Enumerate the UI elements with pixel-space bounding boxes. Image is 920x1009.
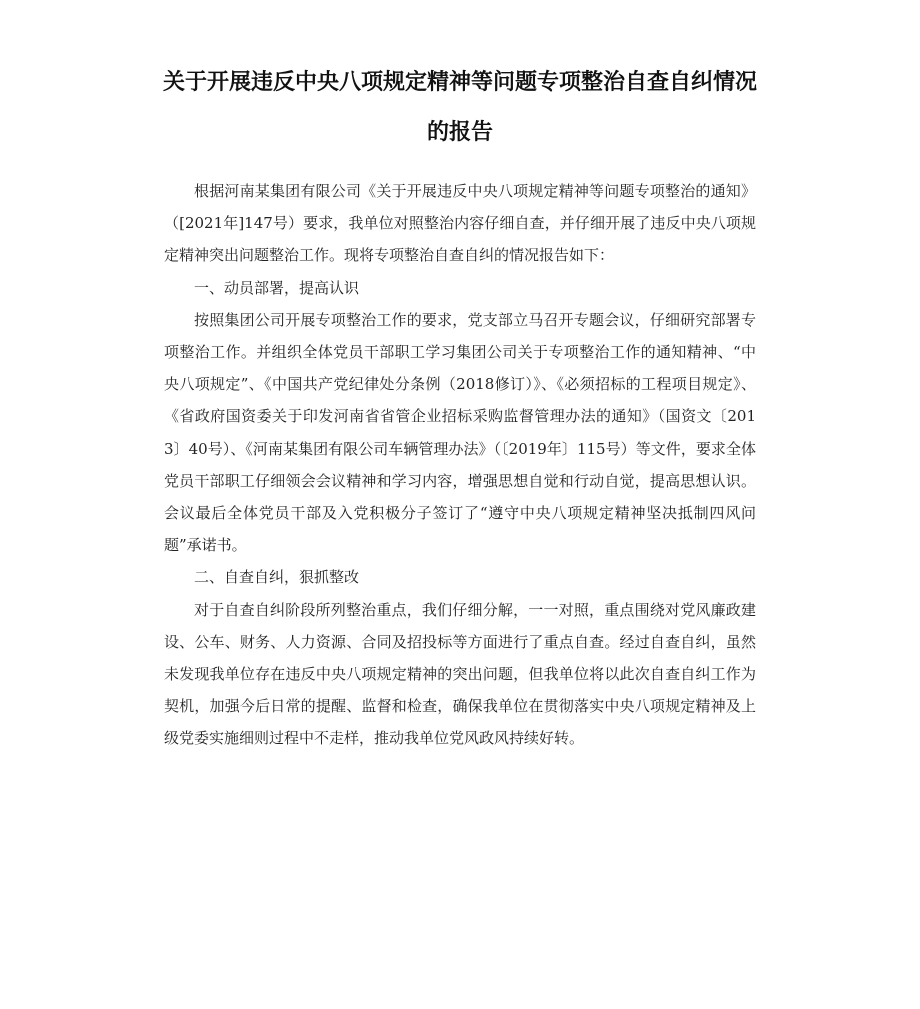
intro-paragraph: 根据河南某集团有限公司《关于开展违反中央八项规定精神等问题专项整治的通知》（[2021年]147号）要求，我单位对照整治内容仔细自查，并仔细开展了违反中央八项规定精神突出问题整治工作。现将专项整治自查自纠的情况报告如下：: [164, 182, 756, 265]
document-title: 关于开展违反中央八项规定精神等问题专项整治自查自纠情况的报告: [162, 70, 757, 145]
section-heading-2: 二、自查自纠，狠抓整改: [194, 568, 360, 587]
section-heading-1: 一、动员部署，提高认识: [194, 278, 360, 297]
section-1-paragraph: 按照集团公司开展专项整治工作的要求，党支部立马召开专题会议，仔细研究部署专项整治工作。并组织全体党员干部职工学习集团公司关于专项整治工作的通知精神、“中央八项规定”、《中国共产党纪律处分条例（2018修订）》、《必须招标的工程项目规定》、《省政府国资委关于印发河南省省管企业招标采购监督管理办法的通知》（国资文〔2013〕40号）、《河南某集团有限公司车辆管理办法》（〔2019年〕115号）等文件，要求全体党员干部职工仔细领会会议精神和学习内容，增强思想自觉和行动自觉，提高思想认识。会议最后全体党员干部及入党积极分子签订了“遵守中央八项规定精神坚决抵制四风问题”承诺书。: [164, 310, 756, 555]
document-body: [164, 175, 756, 755]
section-2-paragraph: 对于自查自纠阶段所列整治重点，我们仔细分解，一一对照，重点围绕对党风廉政建设、公车、财务、人力资源、合同及招投标等方面进行了重点自查。经过自查自纠，虽然未发现我单位存在违反中央八项规定精神的突出问题，但我单位将以此次自查自纠工作为契机，加强今后日常的提醒、监督和检查，确保我单位在贯彻落实中央八项规定精神及上级党委实施细则过程中不走样，推动我单位党风政风持续好转。: [164, 600, 756, 748]
